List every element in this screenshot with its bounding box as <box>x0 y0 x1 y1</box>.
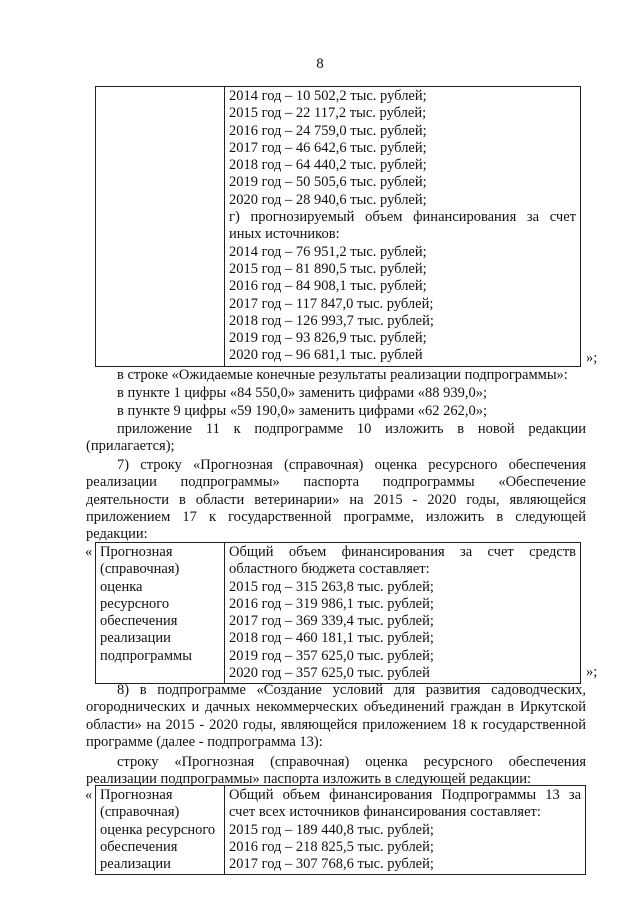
text-line: 2014 год – 10 502,2 тыс. рублей; <box>229 88 427 104</box>
text-line: г) прогнозируемый объем финансирования за счет <box>229 209 576 226</box>
text-line: 2015 год – 81 890,5 тыс. рублей; <box>229 260 427 277</box>
text-line: 2017 год – 46 642,6 тыс. рублей; <box>229 139 427 156</box>
table-row <box>96 786 586 875</box>
table-cell-left <box>96 786 225 875</box>
table-cell-left <box>96 543 225 684</box>
row-label: обеспечения <box>100 613 178 630</box>
paragraph: 8) в подпрограмме «Создание условий для развития садоводческих, огороднических и дачных некоммерческих объединений граждан в Иркутской области» на 2015 - 2020 годы, являющейся приложением 18 к государственной программе (далее - подпрограмма 13): <box>86 682 586 750</box>
row-label: реализации <box>100 856 171 873</box>
text-line: 2016 год – 319 986,1 тыс. рублей; <box>229 595 434 612</box>
text-line: 2016 год – 84 908,1 тыс. рублей; <box>229 278 427 295</box>
text-line: 2015 год – 315 263,8 тыс. рублей; <box>229 578 434 595</box>
table-row <box>96 543 581 684</box>
text-line: 2017 год – 117 847,0 тыс. рублей; <box>229 295 434 312</box>
text-line: 2015 год – 22 117,2 тыс. рублей; <box>229 105 427 122</box>
row-label: оценка <box>100 578 143 595</box>
text-line: 2019 год – 357 625,0 тыс. рублей; <box>229 647 434 664</box>
text-line: 2015 год – 189 440,8 тыс. рублей; <box>229 821 434 838</box>
text-line: областного бюджета составляет: <box>229 561 430 578</box>
text-line: 2016 год – 218 825,5 тыс. рублей; <box>229 838 434 855</box>
text-line: 2017 год – 307 768,6 тыс. рублей; <box>229 856 434 873</box>
text-line: 2020 год – 96 681,1 тыс. рублей <box>229 347 423 364</box>
row-label: оценка ресурсного <box>100 821 216 838</box>
text-line: 2018 год – 460 181,1 тыс. рублей; <box>229 630 434 647</box>
text-line: 2016 год – 24 759,0 тыс. рублей; <box>229 122 427 139</box>
row-label: обеспечения <box>100 838 178 855</box>
row-label: ресурсного <box>100 595 170 612</box>
text-line: 2018 год – 64 440,2 тыс. рублей; <box>229 157 427 174</box>
row-label: реализации <box>100 630 171 647</box>
closing-quote: »; <box>586 350 598 366</box>
text-line: иных источников: <box>229 226 340 243</box>
text-line: 2020 год – 28 940,6 тыс. рублей; <box>229 191 427 208</box>
resource-estimate-table-vet <box>95 542 581 684</box>
text-line: Общий объем финансирования Подпрограммы 13 за <box>229 787 581 803</box>
text-line: 2019 год – 93 826,9 тыс. рублей; <box>229 330 427 347</box>
paragraph: в пункте 1 цифры «84 550,0» заменить цифрами «88 939,0»; <box>117 385 488 401</box>
row-label: (справочная) <box>100 804 180 821</box>
text-line: 2018 год – 126 993,7 тыс. рублей; <box>229 312 434 329</box>
page-number: 8 <box>316 56 324 72</box>
table-cell-right <box>225 786 586 875</box>
text-line: Общий объем финансирования за счет средств <box>229 544 576 560</box>
paragraph: в строке «Ожидаемые конечные результаты реализации подпрограммы»: <box>117 367 568 383</box>
table-row <box>96 87 581 367</box>
opening-quote: « <box>85 787 93 803</box>
closing-quote: »; <box>586 664 598 680</box>
row-label: Прогнозная <box>100 787 173 803</box>
text-line: 2014 год – 76 951,2 тыс. рублей; <box>229 243 427 260</box>
paragraph: 7) строку «Прогнозная (справочная) оценка ресурсного обеспечения реализации подпрограммы» паспорта подпрограммы «Обеспечение деятельности в области ветеринарии» на 2015 - 2020 годы, являющейся приложением 17 к государственной программе, изложить в следующей редакции: <box>86 457 586 543</box>
paragraph: приложение 11 к подпрограмме 10 изложить в новой редакции (прилагается); <box>86 421 586 455</box>
text-line: 2017 год – 369 339,4 тыс. рублей; <box>229 613 434 630</box>
paragraph: в пункте 9 цифры «59 190,0» заменить цифрами «62 262,0»; <box>117 403 488 419</box>
table-cell-left <box>96 87 225 367</box>
paragraph: строку «Прогнозная (справочная) оценка ресурсного обеспечения реализации подпрограммы» паспорта изложить в следующей редакции: <box>86 754 586 788</box>
financing-table-continuation <box>95 86 581 367</box>
table-cell-right <box>225 543 581 684</box>
row-label: Прогнозная <box>100 544 173 560</box>
resource-estimate-table-sub13 <box>95 785 586 875</box>
text-line: счет всех источников финансирования составляет: <box>229 804 541 821</box>
text-line: 2019 год – 50 505,6 тыс. рублей; <box>229 174 427 191</box>
table-cell-right <box>225 87 581 367</box>
row-label: подпрограммы <box>100 647 192 664</box>
text-line: 2020 год – 357 625,0 тыс. рублей <box>229 665 430 682</box>
row-label: (справочная) <box>100 561 180 578</box>
opening-quote: « <box>85 544 93 560</box>
